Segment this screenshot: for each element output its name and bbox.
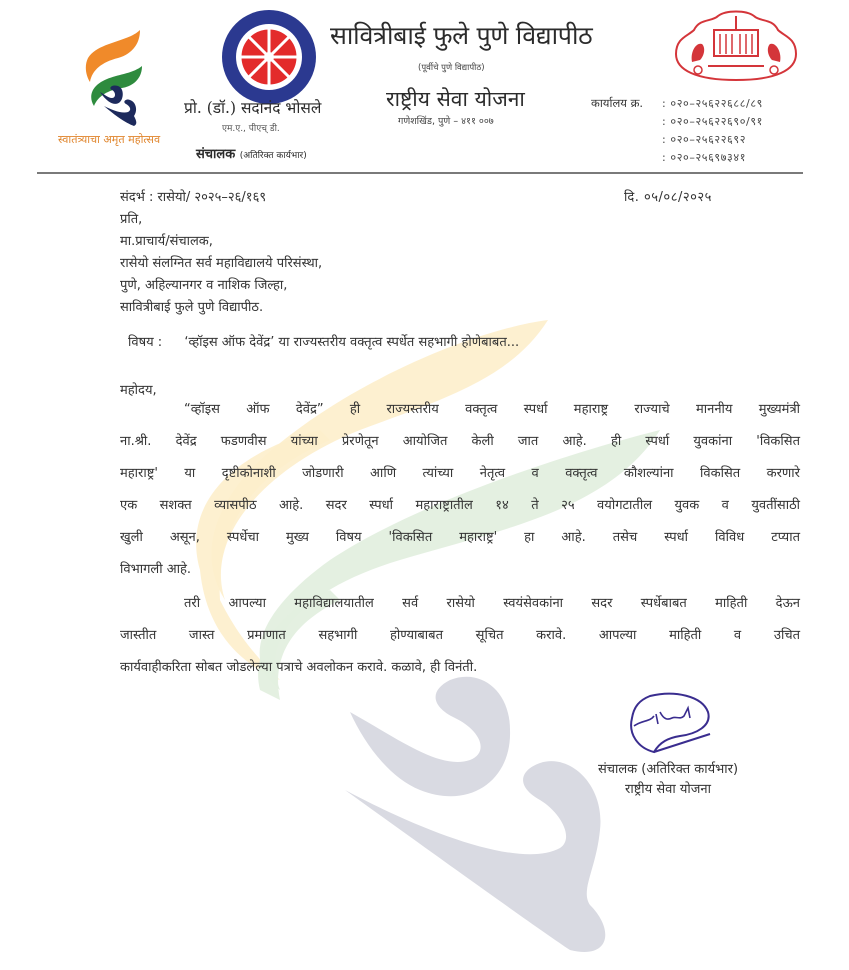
director-title	[196, 144, 307, 162]
recipient-line: रासेयो संलग्नित सर्व महाविद्यालये परिसंस्था,	[120, 256, 323, 271]
paragraph-line: एक सशक्त व्यासपीठ आहे. सदर स्पर्धा महाराष्ट्रातील १४ ते २५ वयोगटातील युवक व युवतींसाठी	[120, 498, 800, 513]
paragraph-line: खुली असून, स्पर्धेचा मुख्य विषय 'विकसित महाराष्ट्र' हा आहे. तसेच स्पर्धा विविध टप्यात	[120, 530, 800, 545]
office-phone-label: कार्यालय क्र.	[591, 96, 644, 110]
director-title-text: संचालक	[196, 147, 236, 162]
university-name: सावित्रीबाई फुले पुणे विद्यापीठ	[330, 21, 593, 50]
paragraph-line: ना.श्री. देवेंद्र फडणवीस यांच्या प्रेरणेतून आयोजित केली जात आहे. ही स्पर्धा युवकांना 'विकसित	[120, 434, 800, 449]
signatory-department: राष्ट्रीय सेवा योजना	[625, 782, 711, 797]
salutation: महोदय,	[120, 383, 157, 398]
body-paragraph-2	[120, 590, 800, 681]
header-divider	[37, 172, 803, 174]
recipient-line: मा.प्राचार्य/संचालक,	[120, 234, 213, 249]
subject-line	[128, 332, 519, 350]
paragraph-line: तरी आपल्या महाविद्यालयातील सर्व रासेयो स्वयंसेवकांना सदर स्पर्धेबाबत माहिती देऊन	[184, 596, 800, 611]
department-address: गणेशखिंड, पुणे – ४११ ००७	[398, 116, 494, 127]
azadi-logo-caption: स्वातंत्र्याचा अमृत महोत्सव	[58, 133, 161, 146]
university-emblem	[668, 8, 804, 88]
paragraph-line: विभागली आहे.	[120, 562, 192, 577]
director-title-note: (अतिरिक्त कार्यभार)	[239, 151, 307, 161]
paragraph-line: जास्तीत जास्त प्रमाणात सहभागी होण्याबाबत सूचित करावे. आपल्या माहिती व उचित	[120, 628, 800, 643]
letter-date: दि. ०५/०८/२०२५	[624, 190, 712, 205]
subject-label: विषय :	[128, 335, 163, 350]
handwritten-signature	[620, 690, 715, 760]
office-phone-1: : ०२०–२५६२२६८८/८९	[662, 97, 763, 110]
signature-block	[578, 760, 758, 800]
nss-logo	[220, 8, 318, 106]
paragraph-line: “व्हॉइस ऑफ देवेंद्र” ही राज्यस्तरीय वक्तृत्व स्पर्धा महाराष्ट्र राज्याचे माननीय मुख्यमंत्री	[184, 402, 800, 417]
department-name: राष्ट्रीय सेवा योजना	[386, 87, 525, 111]
recipient-line: सावित्रीबाई फुले पुणे विद्यापीठ.	[120, 300, 264, 315]
office-phone-4: : ०२०–२५६९७३४१	[662, 151, 747, 164]
signatory-title: संचालक (अतिरिक्त कार्यभार)	[597, 762, 739, 777]
recipient-line: प्रति,	[120, 212, 143, 227]
recipient-line: पुणे, अहिल्यानगर व नाशिक जिल्हा,	[120, 278, 288, 293]
body-paragraph-1	[120, 396, 800, 583]
paragraph-line: कार्यवाहीकरिता सोबत जोडलेल्या पत्राचे अवलोकन करावे. कळावे, ही विनंती.	[120, 660, 478, 675]
azadi-ka-amrit-mahotsav-logo	[78, 28, 150, 128]
paragraph-line: महाराष्ट्र' या दृष्टीकोनाशी जोडणारी आणि त्यांच्या नेतृत्व व वक्तृत्व कौशल्यांना विकसित करणारे	[120, 466, 800, 481]
reference-number: संदर्भ : रासेयो/ २०२५–२६/१६९	[120, 190, 267, 205]
director-degrees: एम.ए., पीएच् डी.	[222, 124, 280, 134]
director-name: प्रो. (डॉ.) सदानंद भोसले	[184, 99, 322, 117]
university-former-name: (पूर्वीचे पुणे विद्यापीठ)	[418, 63, 485, 73]
subject-text: ‘व्हॉइस ऑफ देवेंद्र’ या राज्यस्तरीय वक्तृत्व स्पर्धेत सहभागी होणेबाबत...	[184, 335, 520, 350]
office-phone-3: : ०२०–२५६२२६९२	[662, 133, 747, 146]
office-phone-2: : ०२०–२५६२२६९०/९१	[662, 115, 763, 128]
